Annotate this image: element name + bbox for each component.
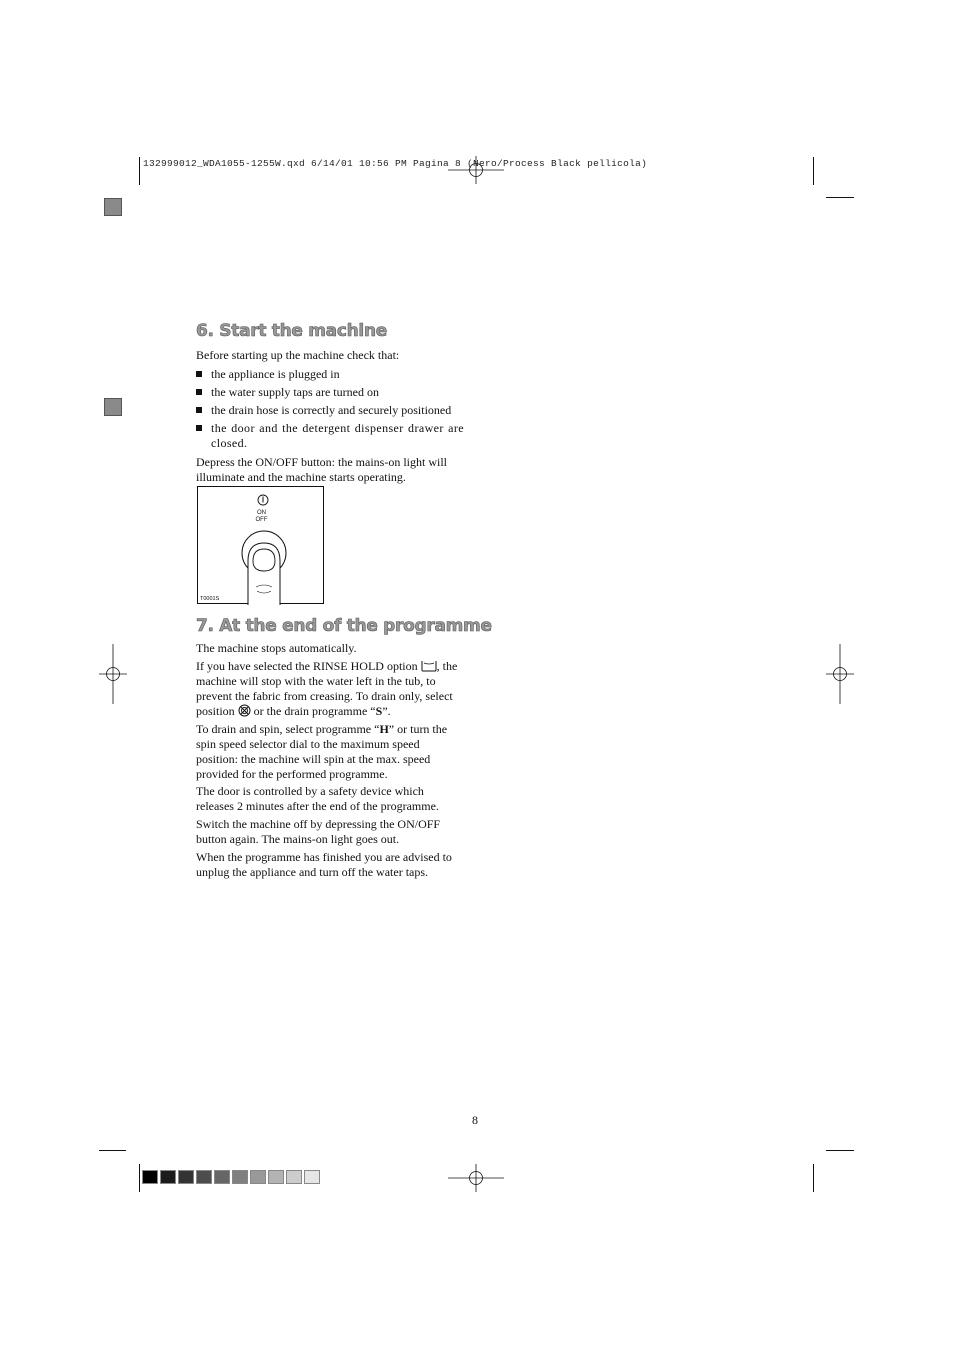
section-6-after: Depress the ON/OFF button: the mains-on light will illuminate and the machine starts operating.: [196, 455, 447, 484]
section-6-intro: Before starting up the machine check that:: [196, 348, 400, 362]
margin-marker: [104, 198, 122, 216]
figure-code: T0001S: [200, 596, 220, 602]
crop-mark: [139, 1164, 140, 1192]
color-swatch: [214, 1170, 230, 1184]
color-swatch: [178, 1170, 194, 1184]
crop-mark: [826, 197, 854, 198]
registration-target-icon: [99, 644, 127, 704]
color-swatch: [304, 1170, 320, 1184]
color-swatch: [196, 1170, 212, 1184]
drain-position-icon: [238, 704, 251, 717]
color-swatch: [286, 1170, 302, 1184]
on-label: ON: [257, 510, 266, 516]
color-swatch: [268, 1170, 284, 1184]
page-number: 8: [472, 1113, 478, 1127]
section-7-title: 7. At the end of the programme: [196, 616, 492, 636]
registration-target-icon: [448, 1164, 504, 1192]
margin-marker: [104, 398, 122, 416]
checklist: [196, 367, 464, 454]
slug-line: 132999012_WDA1055-1255W.qxd 6/14/01 10:56 PM Pagina 8 (Nero/Process Black pellicola): [143, 158, 648, 169]
section-6-title: 6. Start the machine: [196, 321, 387, 341]
color-bar: [142, 1170, 320, 1184]
color-swatch: [160, 1170, 176, 1184]
list-item: the drain hose is correctly and securely positioned: [196, 403, 464, 418]
registration-target-icon: [826, 644, 854, 704]
section-7-p2: If you have selected the RINSE HOLD option , the machine will stop with the water left in the tub, to prevent the fabric from creasing. To drain only, select position or the drain programme “S”.: [196, 659, 458, 718]
section-7-p5: Switch the machine off by depressing the ON/OFF button again. The mains-on light goes out.: [196, 817, 441, 846]
section-7-p3: To drain and spin, select programme “H” or turn the spin speed selector dial to the maximum speed position: the machine will spin at the max. speed provided for the performed programme.: [196, 722, 448, 781]
color-swatch: [250, 1170, 266, 1184]
section-7-p4: The door is controlled by a safety device which releases 2 minutes after the end of the programme.: [196, 784, 439, 813]
list-item: the water supply taps are turned on: [196, 385, 464, 400]
rinse-hold-icon: [421, 660, 437, 672]
finger-button-icon: [238, 527, 288, 605]
color-swatch: [232, 1170, 248, 1184]
crop-mark: [826, 1150, 854, 1151]
on-off-illustration: [197, 486, 324, 604]
list-item: the door and the detergent dispenser drawer are closed.: [196, 421, 464, 451]
section-7-p1: The machine stops automatically.: [196, 641, 357, 655]
crop-mark: [139, 157, 140, 185]
list-item: the appliance is plugged in: [196, 367, 464, 382]
color-swatch: [142, 1170, 158, 1184]
crop-mark: [813, 1164, 814, 1192]
section-7-p6: When the programme has finished you are advised to unplug the appliance and turn off the water taps.: [196, 850, 452, 879]
crop-mark: [813, 157, 814, 185]
off-label: OFF: [255, 517, 268, 523]
power-symbol-icon: [257, 494, 269, 506]
crop-mark: [99, 1150, 126, 1151]
